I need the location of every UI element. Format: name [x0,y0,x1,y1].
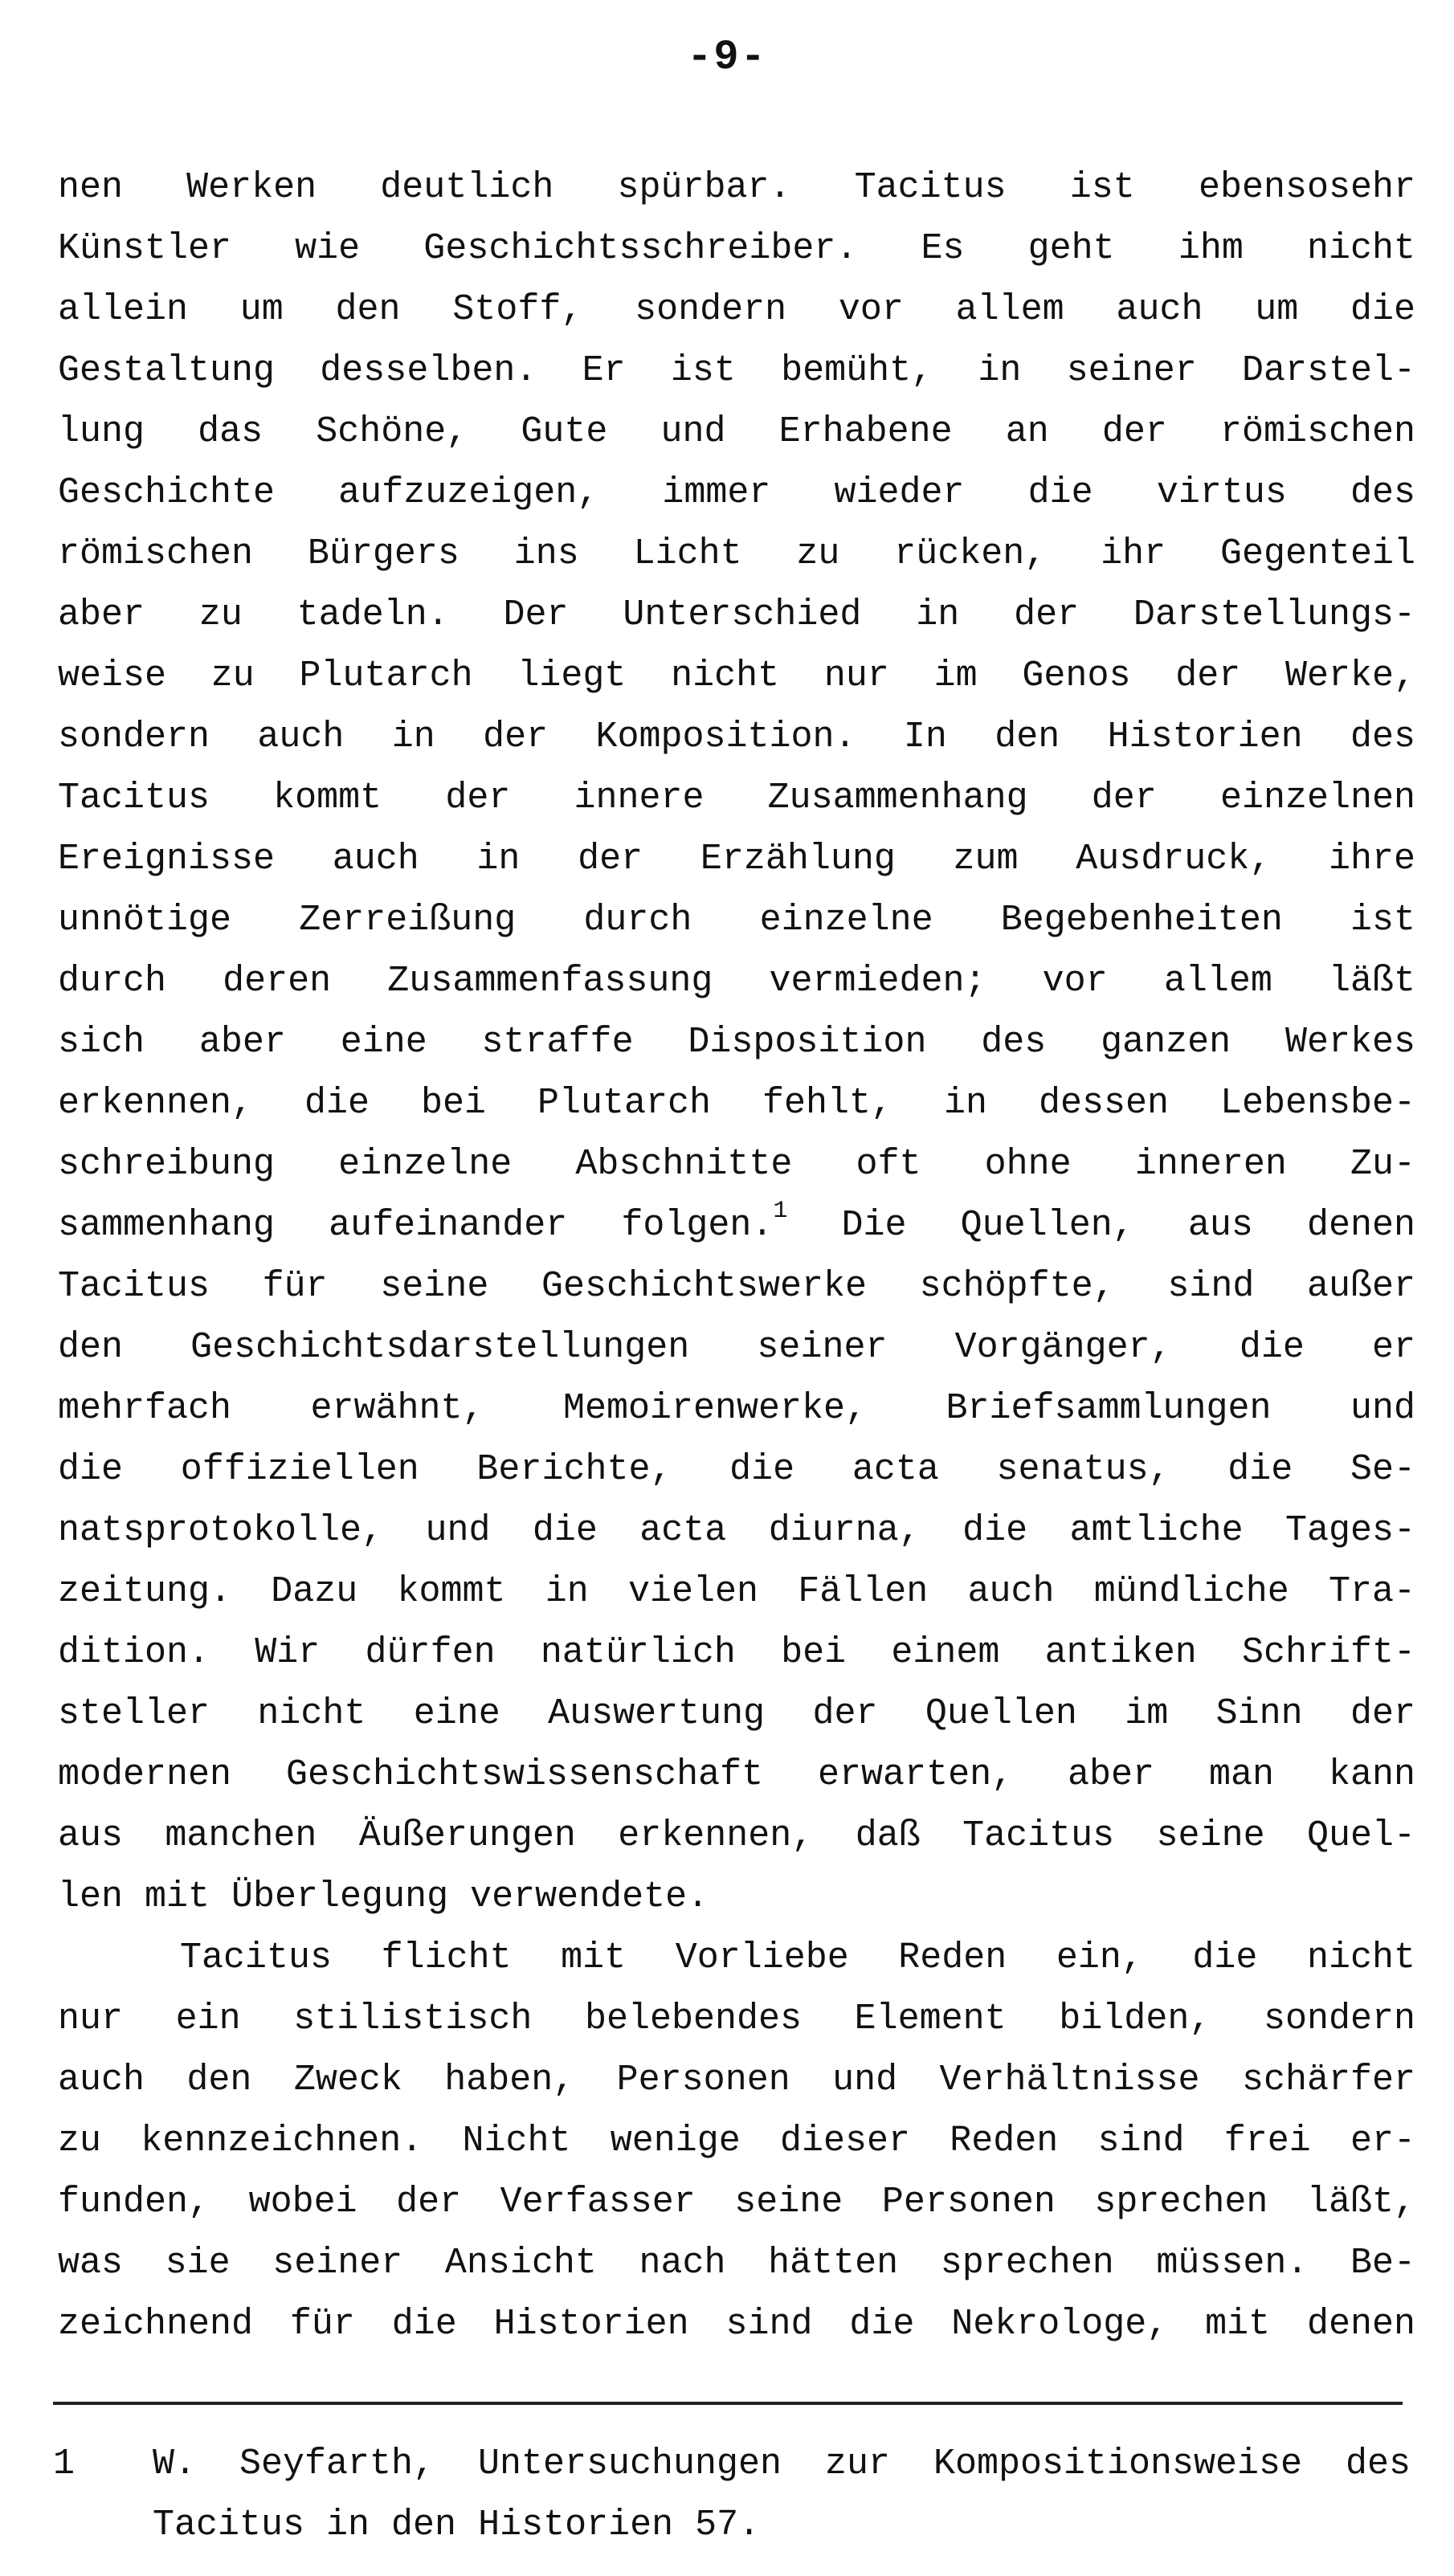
footnote-divider [53,2402,1403,2405]
text-line: nur ein stilistisch belebendes Element bilden, sondern [58,1998,1415,2039]
text-fragment: Die Quellen, aus denen [787,1205,1415,1246]
text-line: römischen Bürgers ins Licht zu rücken, ihr Gegenteil [58,533,1415,574]
body-text [58,157,1415,2355]
text-line: zu kennzeichnen. Nicht wenige dieser Reden sind frei er- [58,2121,1415,2162]
text-line: Ereignisse auch in der Erzählung zum Ausdruck, ihre [58,839,1415,880]
footnote-line: Tacitus in den Historien 57. [153,2505,761,2545]
text-line: aber zu tadeln. Der Unterschied in der Darstellungs- [58,594,1415,635]
text-line: erkennen, die bei Plutarch fehlt, in dessen Lebensbe- [58,1083,1415,1124]
text-line: lung das Schöne, Gute und Erhabene an der römischen [58,411,1415,452]
text-line: natsprotokolle, und die acta diurna, die amtliche Tages- [58,1510,1415,1551]
text-line: weise zu Plutarch liegt nicht nur im Genos der Werke, [58,655,1415,696]
text-line: schreibung einzelne Abschnitte oft ohne inneren Zu- [58,1144,1415,1185]
text-line: nen Werken deutlich spürbar. Tacitus ist ebensosehr [58,167,1415,208]
text-line: Geschichte aufzuzeigen, immer wieder die virtus des [58,472,1415,513]
text-line: aus manchen Äußerungen erkennen, daß Tacitus seine Quel- [58,1815,1415,1856]
text-line: auch den Zweck haben, Personen und Verhältnisse schärfer [58,2060,1415,2100]
text-line: durch deren Zusammenfassung vermieden; vor allem läßt [58,961,1415,1002]
text-line-with-footnote-ref [58,1195,1415,1256]
text-line: Künstler wie Geschichtsschreiber. Es geht ihm nicht [58,228,1415,269]
text-line: zeichnend für die Historien sind die Nekrologe, mit denen [58,2304,1415,2345]
text-line: mehrfach erwähnt, Memoirenwerke, Briefsammlungen und [58,1388,1415,1429]
text-line: zeitung. Dazu kommt in vielen Fällen auch mündliche Tra- [58,1571,1415,1612]
text-line: modernen Geschichtswissenschaft erwarten, aber man kann [58,1754,1415,1795]
text-line: die offiziellen Berichte, die acta senatus, die Se- [58,1449,1415,1490]
text-line: steller nicht eine Auswertung der Quellen im Sinn der [58,1693,1415,1734]
text-line: len mit Überlegung verwendete. [58,1876,709,1917]
text-line: funden, wobei der Verfasser seine Personen sprechen läßt, [58,2182,1415,2223]
text-line: Gestaltung desselben. Er ist bemüht, in seiner Darstel- [58,350,1415,391]
text-line: den Geschichtsdarstellungen seiner Vorgänger, die er [58,1327,1415,1368]
text-line: sondern auch in der Komposition. In den Historien des [58,716,1415,757]
footnote-number: 1 [53,2443,76,2484]
text-line: allein um den Stoff, sondern vor allem auch um die [58,289,1415,330]
text-line: Tacitus für seine Geschichtswerke schöpfte, sind außer [58,1266,1415,1307]
footnote [53,2434,1411,2556]
text-line: Tacitus kommt der innere Zusammenhang der einzelnen [58,778,1415,819]
text-fragment: sammenhang aufeinander folgen. [58,1205,774,1246]
page-number: -9- [687,34,767,81]
text-line: unnötige Zerreißung durch einzelne Begebenheiten ist [58,900,1415,941]
text-line: was sie seiner Ansicht nach hätten sprechen müssen. Be- [58,2243,1415,2284]
text-line: dition. Wir dürfen natürlich bei einem antiken Schrift- [58,1632,1415,1673]
footnote-line: W. Seyfarth, Untersuchungen zur Kompositionsweise des [153,2443,1411,2484]
footnote-reference: 1 [773,1198,788,1225]
text-line: sich aber eine straffe Disposition des ganzen Werkes [58,1022,1415,1063]
paragraph-start-line: Tacitus flicht mit Vorliebe Reden ein, die nicht [180,1937,1415,1978]
